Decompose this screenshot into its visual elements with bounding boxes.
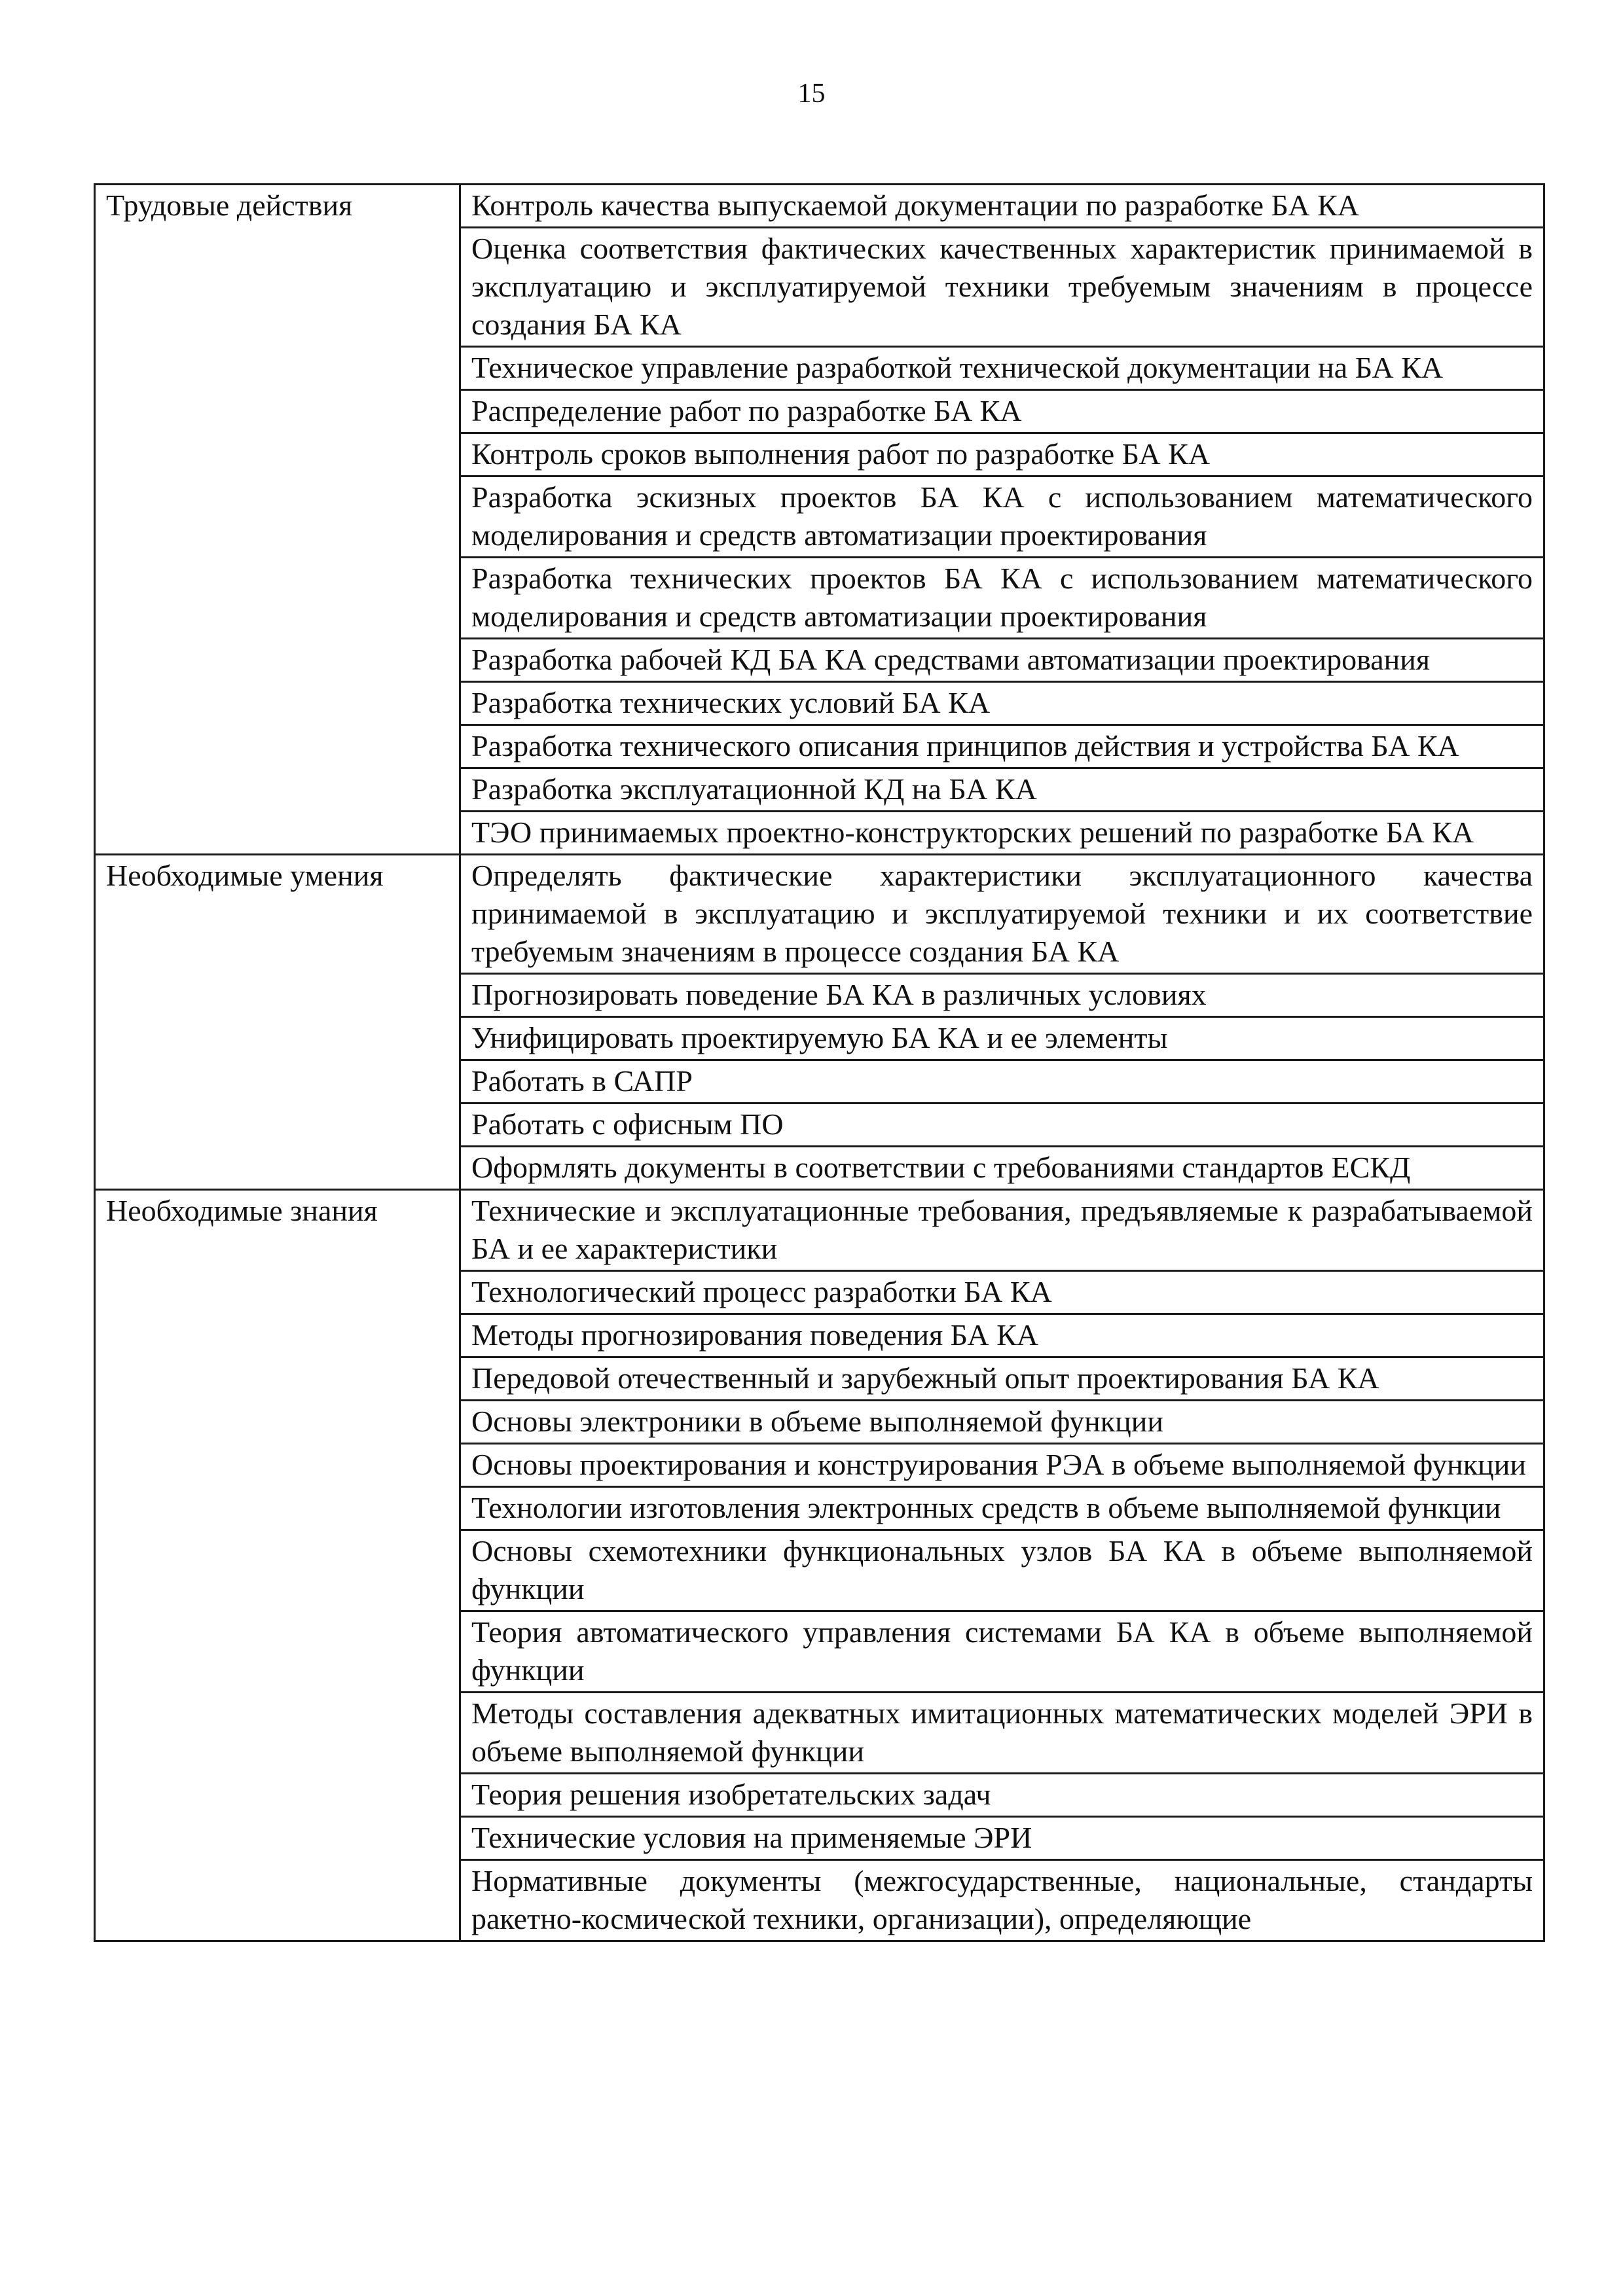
table-row (95, 1190, 1544, 1271)
table-cell-item: Разработка рабочей КД БА КА средствами автоматизации проектирования (460, 639, 1544, 682)
table-cell-item: Техническое управление разработкой технической документации на БА КА (460, 347, 1544, 390)
table-cell-item: Разработка технических условий БА КА (460, 682, 1544, 725)
section-label: Трудовые действия (95, 185, 460, 855)
table-cell-item: Технические условия на применяемые ЭРИ (460, 1817, 1544, 1860)
table-cell-item: Прогнозировать поведение БА КА в различных условиях (460, 974, 1544, 1017)
table-cell-item: Технологический процесс разработки БА КА (460, 1271, 1544, 1314)
table-cell-item: Основы проектирования и конструирования РЭА в объеме выполняемой функции (460, 1444, 1544, 1487)
table-cell-item: Определять фактические характеристики эксплуатационного качества принимаемой в эксплуатацию и эксплуатируемой техники и их соответствие требуемым значениям в процессе создания БА КА (460, 855, 1544, 974)
requirements-table (94, 183, 1545, 1942)
table-cell-item: Технологии изготовления электронных средств в объеме выполняемой функции (460, 1487, 1544, 1530)
table-cell-item: Нормативные документы (межгосударственные, национальные, стандарты ракетно-космической техники, организации), определяющие (460, 1860, 1544, 1941)
table-cell-item: Методы прогнозирования поведения БА КА (460, 1314, 1544, 1357)
table-cell-item: Работать с офисным ПО (460, 1103, 1544, 1147)
section-label: Необходимые знания (95, 1190, 460, 1941)
table-cell-item: Работать в САПР (460, 1060, 1544, 1103)
table-cell-item: Контроль сроков выполнения работ по разработке БА КА (460, 433, 1544, 476)
table-cell-item: Основы электроники в объеме выполняемой функции (460, 1401, 1544, 1444)
table-cell-item: ТЭО принимаемых проектно-конструкторских решений по разработке БА КА (460, 812, 1544, 855)
table-cell-item: Разработка технического описания принципов действия и устройства БА КА (460, 725, 1544, 768)
table-cell-item: Оформлять документы в соответствии с требованиями стандартов ЕСКД (460, 1147, 1544, 1190)
table-cell-item: Теория решения изобретательских задач (460, 1774, 1544, 1817)
page-number: 15 (797, 79, 826, 109)
table-row (95, 185, 1544, 228)
table-body (95, 185, 1544, 1941)
table-cell-item: Технические и эксплуатационные требования, предъявляемые к разрабатываемой БА и ее характеристики (460, 1190, 1544, 1271)
table-cell-item: Теория автоматического управления системами БА КА в объеме выполняемой функции (460, 1611, 1544, 1693)
table-cell-item: Разработка эксплуатационной КД на БА КА (460, 768, 1544, 812)
table-cell-item: Унифицировать проектируемую БА КА и ее элементы (460, 1017, 1544, 1060)
table-cell-item: Основы схемотехники функциональных узлов БА КА в объеме выполняемой функции (460, 1530, 1544, 1611)
table-cell-item: Распределение работ по разработке БА КА (460, 390, 1544, 433)
table-cell-item: Контроль качества выпускаемой документации по разработке БА КА (460, 185, 1544, 228)
table-cell-item: Методы составления адекватных имитационных математических моделей ЭРИ в объеме выполняемой функции (460, 1693, 1544, 1774)
table-cell-item: Разработка эскизных проектов БА КА с использованием математического моделирования и средств автоматизации проектирования (460, 476, 1544, 558)
table-row (95, 855, 1544, 974)
table-cell-item: Разработка технических проектов БА КА с использованием математического моделирования и средств автоматизации проектирования (460, 558, 1544, 639)
section-label: Необходимые умения (95, 855, 460, 1190)
table-cell-item: Оценка соответствия фактических качественных характеристик принимаемой в эксплуатацию и эксплуатируемой техники требуемым значениям в процессе создания БА КА (460, 228, 1544, 347)
table-cell-item: Передовой отечественный и зарубежный опыт проектирования БА КА (460, 1357, 1544, 1401)
